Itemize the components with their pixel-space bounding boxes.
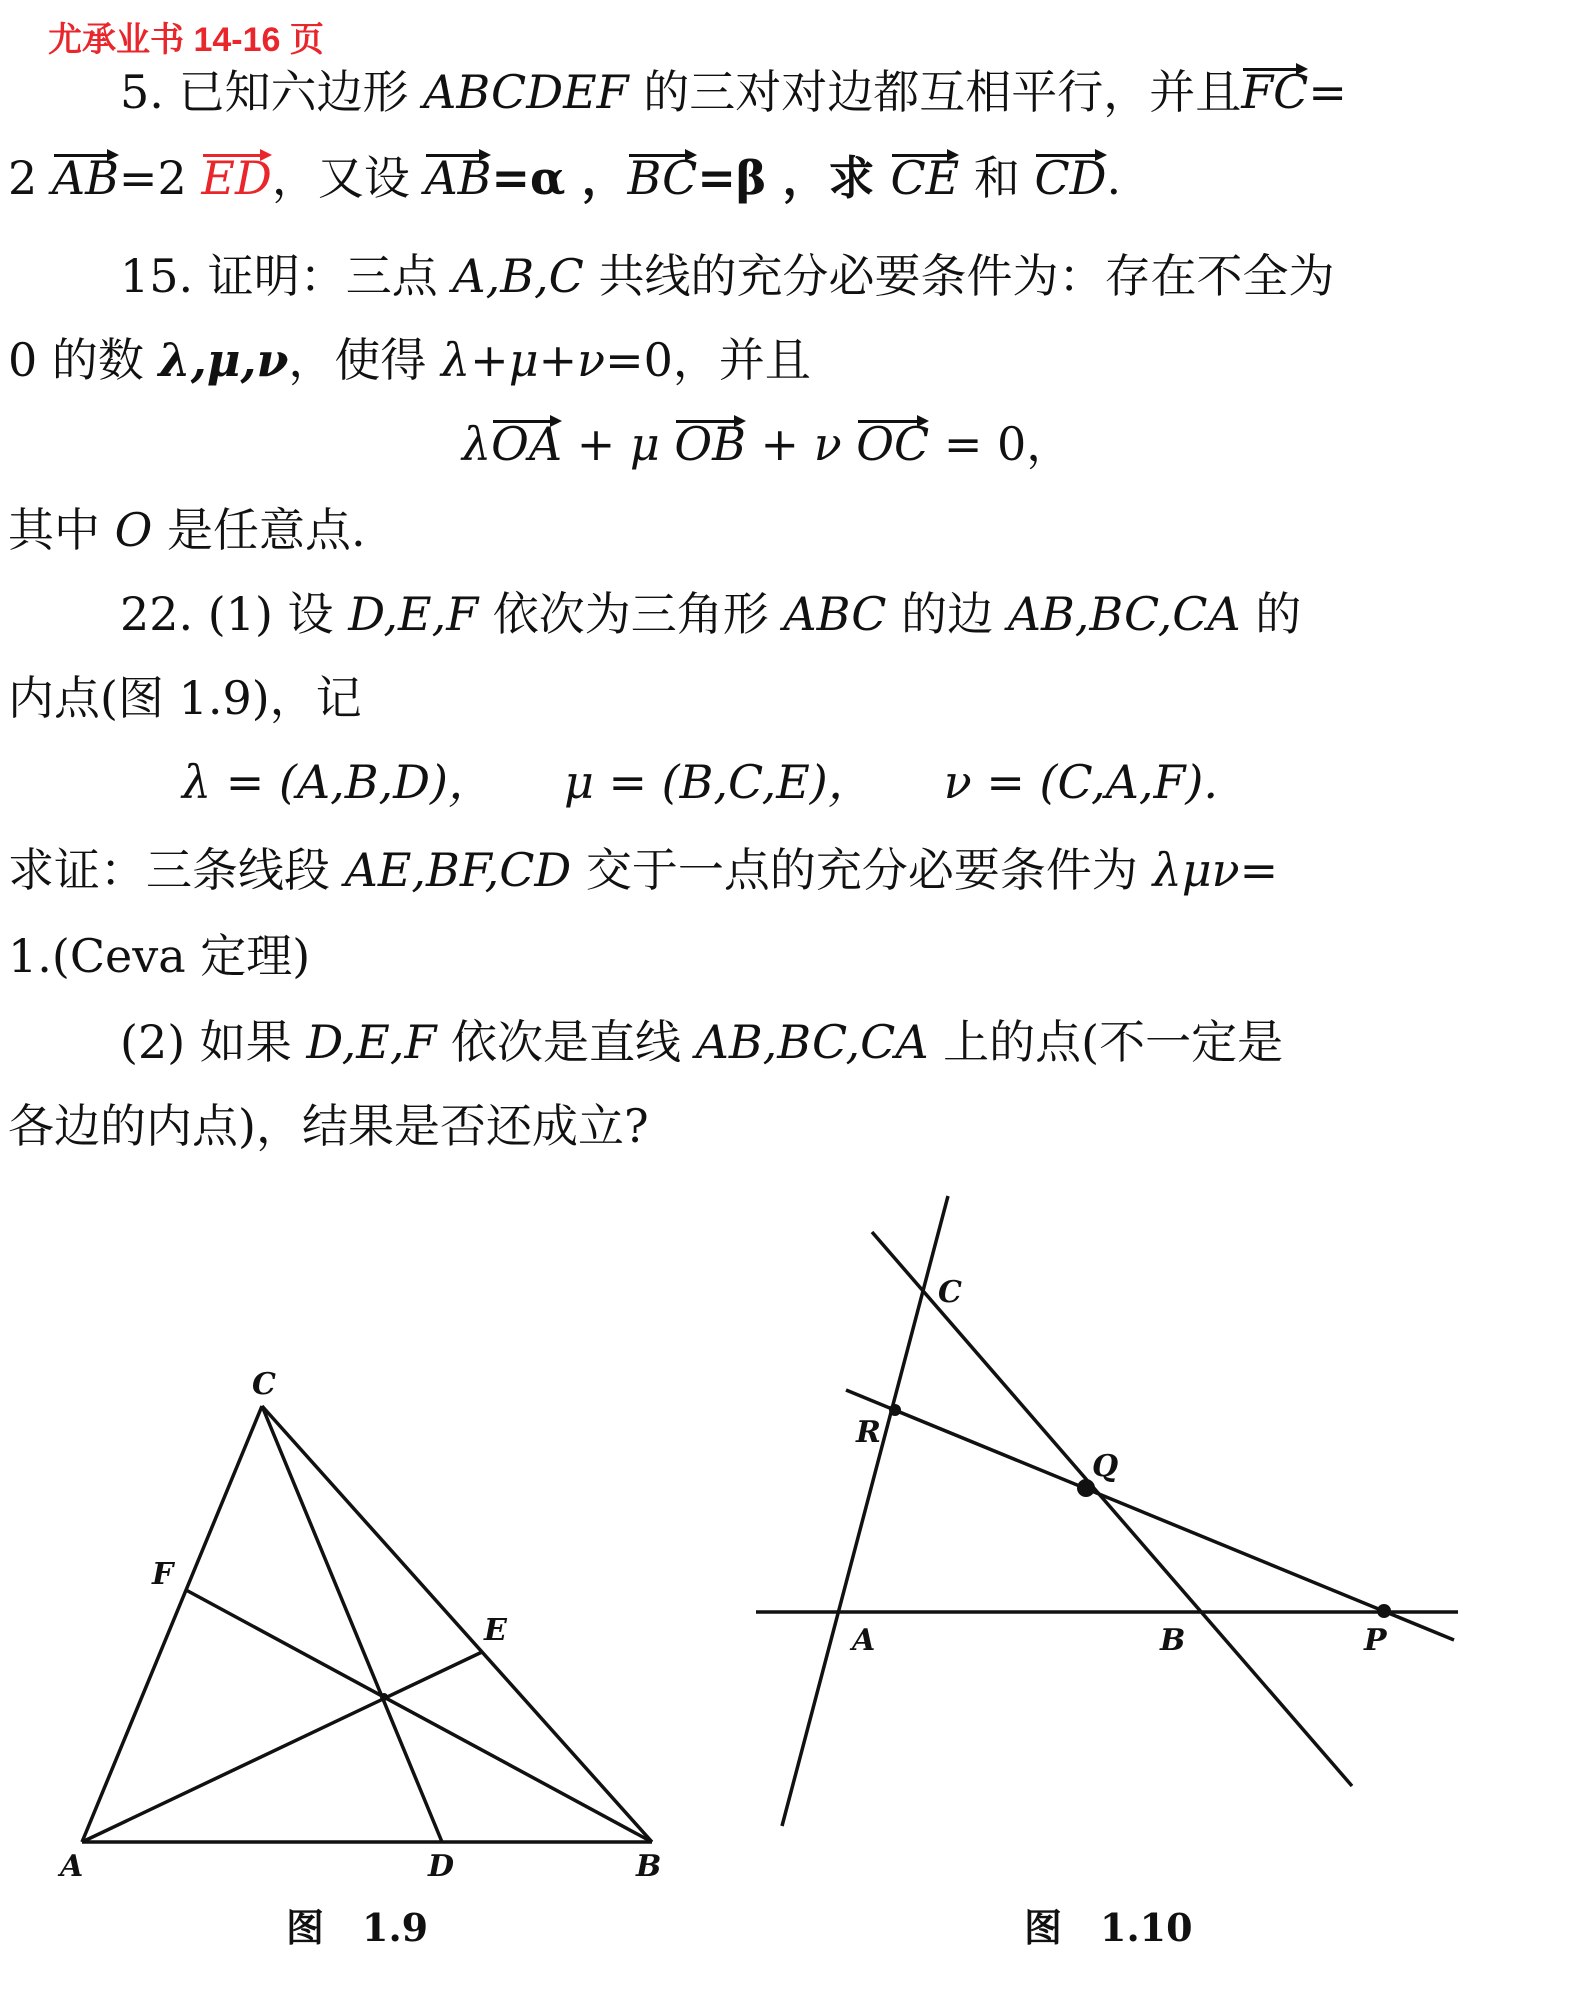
point-p — [1377, 1604, 1391, 1618]
vector-oc: OC — [856, 414, 929, 474]
problem-22-line-7: 各边的内点)，结果是否还成立? — [8, 1099, 649, 1153]
cevian-intersection-point — [380, 1693, 388, 1701]
vector-ab: AB — [52, 148, 119, 208]
cevian-cd — [262, 1406, 442, 1842]
fig110-label-p: P — [1364, 1623, 1387, 1658]
fig19-label-e: E — [484, 1613, 507, 1648]
page-reference-header: 尤承业书 14-16 页 — [48, 21, 324, 59]
fig110-label-r: R — [856, 1415, 881, 1450]
fig19-label-f: F — [152, 1557, 174, 1592]
problem-22-line-2: 内点(图 1.9)，记 — [8, 671, 362, 725]
figure-1-9 — [82, 1406, 652, 1842]
vector-bc: BC — [627, 148, 697, 208]
cevian-ae — [82, 1652, 482, 1842]
fig19-label-c: C — [252, 1367, 276, 1402]
vector-ob: OB — [674, 414, 746, 474]
vector-ab-second: AB — [424, 148, 491, 208]
fig110-label-b: B — [1160, 1623, 1186, 1658]
fig19-label-a: A — [60, 1849, 84, 1884]
fig110-label-q: Q — [1092, 1449, 1119, 1484]
line-cb — [872, 1232, 1352, 1786]
vector-cd: CD — [1034, 148, 1106, 208]
vector-ed: ED — [201, 148, 271, 208]
cevian-bf — [186, 1590, 652, 1842]
problem-22-line-4: 求证：三条线段 AE,BF,CD 交于一点的充分必要条件为 λμν= — [8, 843, 1279, 897]
problem-5-line-1: 5. 已知六边形 ABCDEF 的三对对边都互相平行，并且FC= — [120, 62, 1347, 122]
problem-22-formula: λ = (A,B,D)， μ = (B,C,E)， ν = (C,A,F). — [182, 755, 1218, 809]
vector-oa: OA — [491, 414, 562, 474]
problem-15-formula: λOA + μ OB + ν OC = 0， — [462, 414, 1072, 474]
problem-22-line-6: (2) 如果 D,E,F 依次是直线 AB,BC,CA 上的点(不一定是 — [120, 1015, 1284, 1069]
fig19-label-d: D — [428, 1849, 455, 1884]
figure-1-10 — [756, 1196, 1458, 1826]
triangle-side-ac — [82, 1406, 262, 1842]
problem-15-line-4: 其中 O 是任意点. — [8, 503, 366, 557]
problem-15-line-1: 15. 证明：三点 A,B,C 共线的充分必要条件为：存在不全为 — [120, 249, 1335, 303]
triangle-side-bc — [262, 1406, 652, 1842]
fig19-label-b: B — [636, 1849, 662, 1884]
vector-ce: CE — [890, 148, 959, 208]
point-r — [889, 1404, 901, 1416]
problem-22-line-1: 22. (1) 设 D,E,F 依次为三角形 ABC 的边 AB,BC,CA 的 — [120, 587, 1302, 641]
problem-5-line-2: 2 AB=2 ED，又设 AB=α ，BC=β ，求 CE 和 CD. — [8, 148, 1121, 208]
problem-15-line-2: 0 的数 λ,μ,ν，使得 λ+μ+ν=0，并且 — [8, 333, 811, 387]
figure-1-9-caption: 图 1.9 — [286, 1905, 429, 1950]
fig110-label-a: A — [852, 1623, 876, 1658]
figure-1-10-caption: 图 1.10 — [1024, 1905, 1193, 1950]
vector-fc: FC — [1241, 62, 1308, 122]
fig110-label-c: C — [938, 1275, 962, 1310]
problem-22-line-5: 1.(Ceva 定理) — [8, 929, 311, 983]
line-rqp — [846, 1390, 1454, 1640]
